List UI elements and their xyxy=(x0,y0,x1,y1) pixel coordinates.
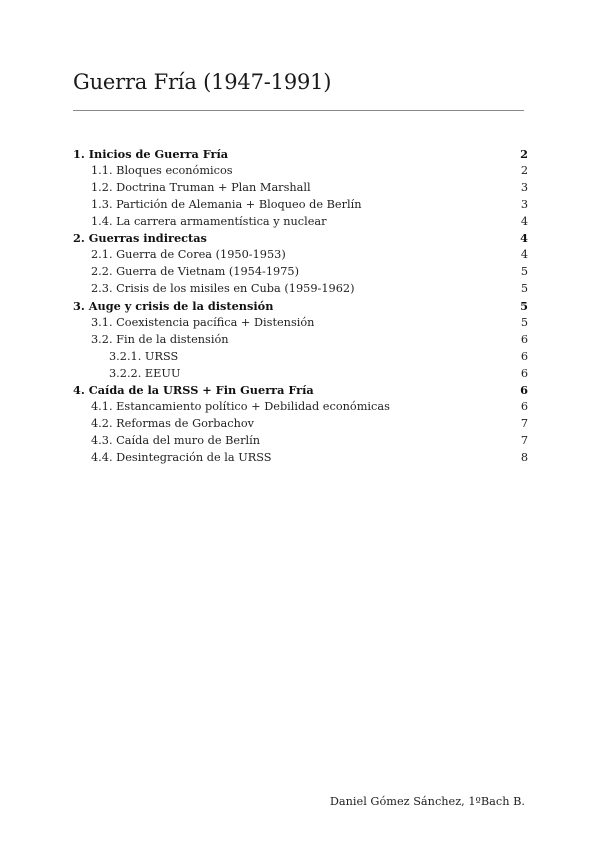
toc-page-number: 2 xyxy=(520,147,528,161)
toc-entry-title: 2.3. Crisis de los misiles en Cuba (1959-1962) xyxy=(91,282,355,296)
document-title: Guerra Fría (1947-1991) xyxy=(73,70,332,94)
toc-page-number: 5 xyxy=(520,315,528,329)
toc-subsection[interactable] xyxy=(73,416,528,433)
toc-entry-title: 4.1. Estancamiento político + Debilidad económicas xyxy=(91,400,390,414)
toc-entry-title: 3. Auge y crisis de la distensión xyxy=(73,299,274,314)
toc-section[interactable] xyxy=(73,298,528,315)
toc-entry-title: 3.2. Fin de la distensión xyxy=(91,332,229,346)
toc-page-number: 4 xyxy=(520,231,528,246)
toc-entry-title: 2.2. Guerra de Vietnam (1954-1975) xyxy=(91,265,300,279)
toc-page-number: 4 xyxy=(520,248,528,262)
toc-page-number: 5 xyxy=(520,265,528,279)
toc-page-number: 4 xyxy=(520,214,528,228)
toc-entry-title: 3.1. Coexistencia pacífica + Distensión xyxy=(91,315,315,329)
toc-entry-title: 1. Inicios de Guerra Fría xyxy=(73,147,229,161)
toc-subsection[interactable] xyxy=(73,399,528,416)
toc-entry-title: 4.2. Reformas de Gorbachov xyxy=(91,417,255,431)
toc-subsection[interactable] xyxy=(73,247,528,264)
toc-section[interactable] xyxy=(73,146,528,163)
toc-entry-title: 4. Caída de la URSS + Fin Guerra Fría xyxy=(73,383,314,398)
toc-page-number: 6 xyxy=(520,332,528,346)
toc-subsection[interactable] xyxy=(73,214,528,231)
toc-section[interactable] xyxy=(73,382,528,399)
toc-subsection[interactable] xyxy=(73,332,528,349)
toc-page-number: 2 xyxy=(520,163,528,177)
toc-entry-title: 2.1. Guerra de Corea (1950-1953) xyxy=(91,248,286,262)
toc-subsection[interactable] xyxy=(73,197,528,214)
toc-entry-title: 4.3. Caída del muro de Berlín xyxy=(91,434,260,448)
toc-entry-title: 1.4. La carrera armamentística y nuclear xyxy=(91,214,327,228)
title-divider xyxy=(73,110,524,111)
toc-entry-title: 3.2.1. URSS xyxy=(109,349,179,363)
toc-subsection[interactable] xyxy=(73,450,528,467)
toc-page-number: 7 xyxy=(520,434,528,448)
toc-subsection[interactable] xyxy=(73,180,528,197)
toc-page-number: 6 xyxy=(520,349,528,363)
toc-page-number: 7 xyxy=(520,417,528,431)
toc-entry-title: 1.1. Bloques económicos xyxy=(91,163,233,177)
toc-subsection[interactable] xyxy=(73,315,528,332)
toc-entry-title: 2. Guerras indirectas xyxy=(73,231,207,246)
toc-page-number: 3 xyxy=(520,197,528,211)
toc-subsection[interactable] xyxy=(73,433,528,450)
toc-entry-title: 1.3. Partición de Alemania + Bloqueo de Berlín xyxy=(91,197,362,211)
toc-page-number: 5 xyxy=(520,299,528,314)
author-footer: Daniel Gómez Sánchez, 1ºBach B. xyxy=(329,795,525,808)
toc-page-number: 6 xyxy=(520,400,528,414)
toc-entry-title: 3.2.2. EEUU xyxy=(109,366,181,380)
toc-page-number: 5 xyxy=(520,282,528,296)
toc-subsubsection[interactable] xyxy=(73,349,528,366)
toc-page-number: 6 xyxy=(520,383,528,398)
toc-page-number: 3 xyxy=(520,180,528,194)
toc-page-number: 8 xyxy=(520,451,528,465)
toc-section[interactable] xyxy=(73,230,528,247)
toc-subsection[interactable] xyxy=(73,264,528,281)
toc-page-number: 6 xyxy=(520,366,528,380)
toc-entry-title: 4.4. Desintegración de la URSS xyxy=(91,451,272,465)
toc-subsection[interactable] xyxy=(73,281,528,298)
toc-entry-title: 1.2. Doctrina Truman + Plan Marshall xyxy=(91,180,311,194)
toc-subsection[interactable] xyxy=(73,163,528,180)
toc-subsubsection[interactable] xyxy=(73,366,528,383)
table-of-contents xyxy=(73,146,528,467)
